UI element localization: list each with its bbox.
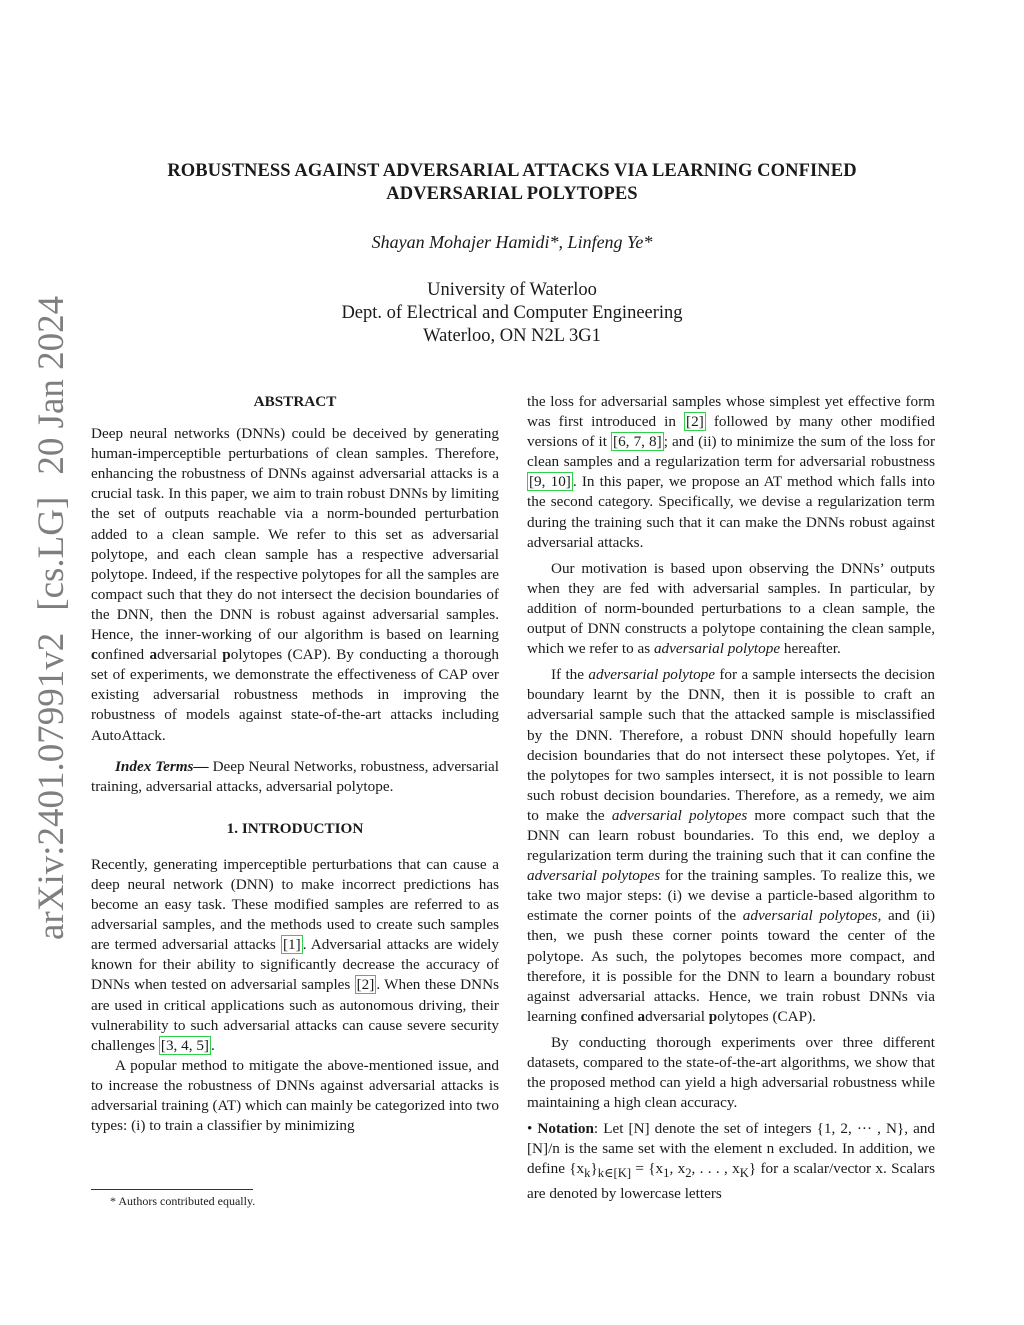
right-column	[527, 392, 935, 1204]
title-line-1: ROBUSTNESS AGAINST ADVERSARIAL ATTACKS VIA LEARNING CONFINED	[167, 161, 857, 181]
paper-title	[100, 160, 924, 206]
intro-paragraph-2: A popular method to mitigate the above-mentioned issue, and to increase the robustness of DNNs against adversarial attacks is adversarial training (AT) which can mainly be categorized into two types: (i) to train a classifier by minimizing	[91, 1056, 499, 1135]
right-paragraph-1: the loss for adversarial samples whose simplest yet effective form was first introduced in [2] followed by many other modified versions of it [6, 7, 8] ; and (ii) to minimize the sum of the loss for clean samples and a regularization term for adversarial robustness [9, 10] . In this paper, we propose an AT method which falls into the second category. Specifically, we devise a regularization term during the training such that it can make the DNNs robust against adversarial attacks.	[527, 393, 936, 551]
right-paragraph-4: By conducting thorough experiments over three different datasets, compared to the state-of-the-art algorithms, we show that the proposed method can yield a high adversarial robustness while maintaining a high clean accuracy.	[527, 1033, 935, 1112]
right-paragraph-2: Our motivation is based upon observing the DNNs’ outputs when they are fed with adversarial samples. In particular, by addition of norm-bounded perturbations to a clean sample, the output of DNN constructs a polytope containing the clean sample, which we refer to as adversarial polytope hereafter.	[527, 559, 935, 658]
arxiv-category: [cs.LG]	[31, 496, 72, 611]
intro-heading: 1. INTRODUCTION	[226, 819, 364, 837]
arxiv-date: 20 Jan 2024	[31, 295, 72, 475]
arxiv-stamp	[26, 295, 78, 940]
citation-link[interactable]: [6, 7, 8]	[613, 433, 662, 451]
affiliation-address: Waterloo, ON N2L 3G1	[423, 326, 601, 346]
affiliation-department: Dept. of Electrical and Computer Engineering	[341, 303, 683, 323]
footnote: * Authors contributed equally.	[110, 1194, 256, 1208]
right-paragraph-3: If the adversarial polytope for a sample intersects the decision boundary learnt by the DNN, then it is possible to craft an adversarial sample such that the attacked sample is misclassified by the DNN. Therefore, a robust DNN should hopefully learn decision boundaries that do not intersect these polytopes. Yet, if the polytopes for two samples intersect, it is not possible to learn such robust decision boundaries. Therefore, as a remedy, we aim to make the adversarial polytopes more compact such that the DNN can learn robust boundaries. To this end, we deploy a regularization term during the training such that it can confine the adversarial polytopes for the training samples. To realize this, we take two major steps: (i) we devise a particle-based algorithm to estimate the corner points of the adversarial polytopes, and (ii) then, we push these corner points toward the center of the polytope. As such, the polytopes becomes more compact, and therefore, it is possible for the DNN to learn a boundary robust against adversarial attacks. Hence, we train robust DNNs via learning confined adversarial polytopes (CAP).	[527, 666, 936, 1025]
abstract-heading: ABSTRACT	[253, 393, 337, 410]
title-line-2: ADVERSARIAL POLYTOPES	[386, 184, 638, 204]
affiliation-university: University of Waterloo	[427, 280, 597, 300]
intro-paragraph-1: Recently, generating imperceptible perturbations that can cause a deep neural network (DNN) to make incorrect predictions has become an easy task. These modified samples are referred to as adversarial samples, and the methods used to create such samples are termed adversarial attacks [1] . Adversarial attacks are widely known for their ability to significantly decrease the accuracy of DNNs when tested on adversarial samples [2] . When these DNNs are used in critical applications such as autonomous driving, their vulnerability to such adversarial attacks can cause severe security challenges [3, 4, 5] .	[91, 855, 499, 1054]
citation-link[interactable]: [2]	[356, 976, 375, 994]
index-terms: Index Terms— Deep Neural Networks, robustness, adversarial training, adversarial attacks, adversarial polytope.	[91, 757, 500, 795]
footnote-rule	[91, 1189, 253, 1190]
affiliation	[100, 279, 924, 348]
left-column	[91, 392, 499, 1136]
citation-link[interactable]: [2]	[686, 413, 704, 431]
citation-link[interactable]: [9, 10]	[529, 473, 571, 491]
abstract-text: Deep neural networks (DNNs) could be deceived by generating human-imperceptible perturbations of clean samples. Therefore, enhancing the robustness of DNNs against adversarial attacks is a crucial task. In this paper, we aim to train robust DNNs by limiting the set of outputs reachable via a norm-bounded perturbation added to a clean sample. We refer to this set as adversarial polytope, and each clean sample has a respective adversarial polytope. Indeed, if the respective polytopes for all the samples are compact such that they do not intersect the decision boundaries of the DNN, then the DNN is robust against adversarial samples. Hence, the inner-working of our algorithm is based on learning confined adversarial polytopes (CAP). By conducting a thorough set of experiments, we demonstrate the effectiveness of CAP over existing adversarial robustness methods in improving the robustness of models against state-of-the-art attacks including AutoAttack.	[91, 425, 500, 744]
notation-paragraph: • Notation: Let [N] denote the set of integers {1, 2, ··· , N}, and [N]/n is the same set with the element n excluded. In addition, we define $\{x_k\}_{k\in[K]} = \{x_1$, $x_2$, . . . , $x_K$} for a scalar/vector x. Scalars are denoted by lowercase letters	[527, 1120, 935, 1202]
authors: Shayan Mohajer Hamidi*, Linfeng Ye*	[371, 232, 653, 252]
arxiv-id: arXiv:2401.07991v2	[31, 632, 72, 940]
citation-link[interactable]: [3, 4, 5]	[160, 1036, 209, 1054]
citation-link[interactable]: [1]	[282, 936, 301, 954]
